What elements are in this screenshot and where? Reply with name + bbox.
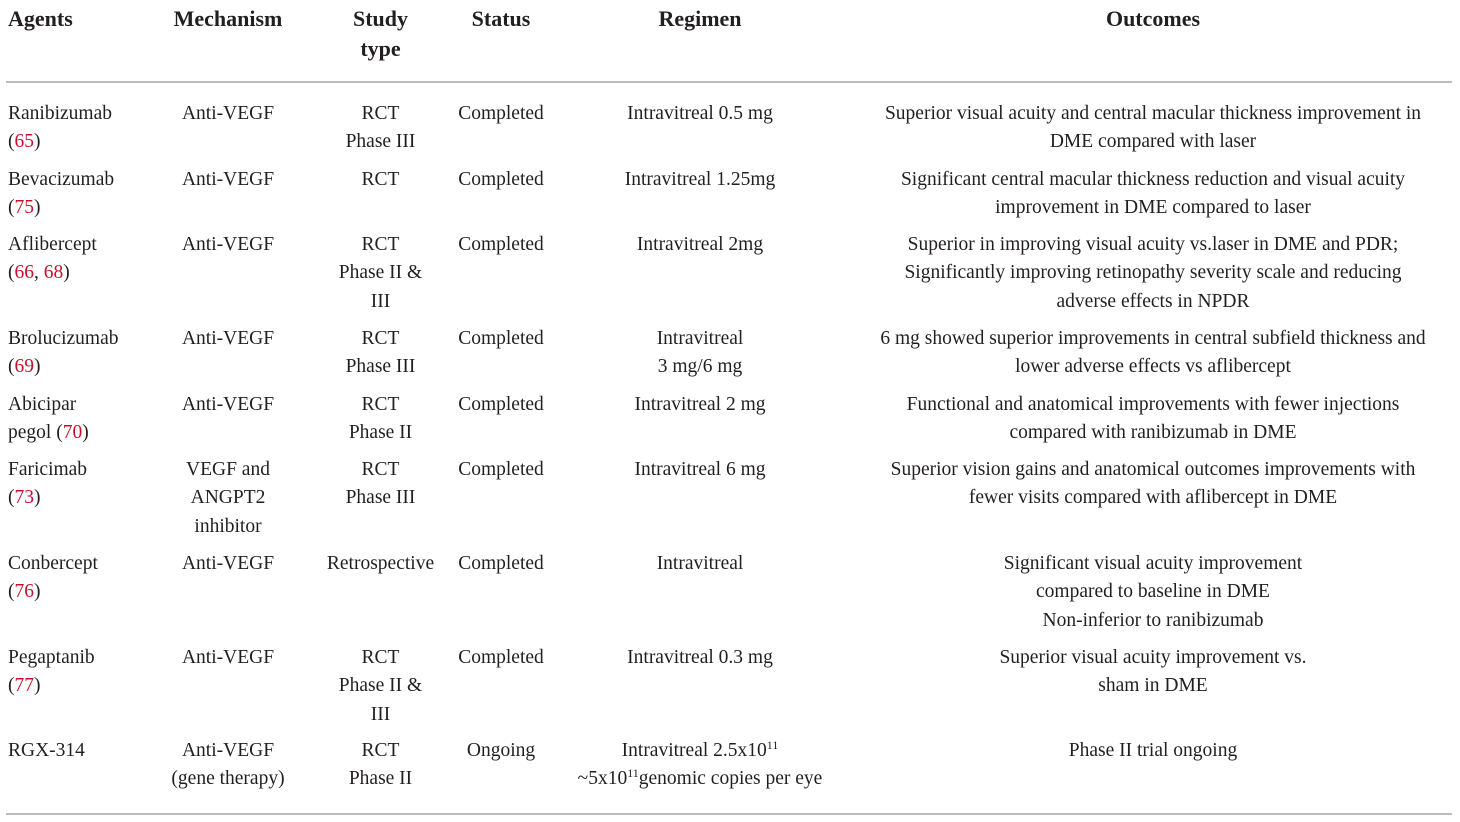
reference-link[interactable]: 69 <box>14 356 34 378</box>
header-study-type-line1: Study <box>352 6 409 31</box>
cell-mechanism: Anti-VEGF <box>181 394 275 415</box>
table-row <box>0 737 1460 797</box>
table-row <box>0 325 1460 385</box>
cell-agent: Bevacizumab (75) <box>8 169 115 219</box>
reference-link[interactable]: 77 <box>14 675 34 697</box>
table-row <box>0 166 1460 226</box>
cell-status: Ongoing <box>466 740 536 761</box>
cell-agent: Abicipar pegol (70) <box>8 394 89 444</box>
cell-outcomes: Superior in improving visual acuity vs.laser in DME and PDR; Significantly improving retinopathy severity scale and reducing adverse effects in NPDR <box>904 234 1402 312</box>
header-study-type <box>318 4 443 63</box>
table-row <box>0 644 1460 734</box>
cell-regimen: Intravitreal 2 mg <box>634 394 766 415</box>
cell-mechanism: Anti-VEGF <box>181 103 275 124</box>
cell-status: Completed <box>458 459 544 480</box>
header-mechanism: Mechanism <box>173 6 283 31</box>
reference-link[interactable]: 70 <box>62 422 83 444</box>
cell-regimen: Intravitreal 0.5 mg <box>627 103 773 124</box>
cell-study-type: RCT Phase II <box>348 740 413 790</box>
reference-link[interactable]: 65 <box>14 131 34 153</box>
header-rule <box>6 81 1452 83</box>
cell-study-type: RCT Phase III <box>345 103 416 153</box>
header-study-type-line2: type <box>360 35 401 61</box>
cell-mechanism: VEGF and ANGPT2 inhibitor <box>186 459 270 537</box>
header-agents: Agents <box>8 6 73 31</box>
cell-status: Completed <box>458 647 544 668</box>
cell-outcomes: Superior visual acuity improvement vs. sham in DME <box>999 647 1307 697</box>
cell-outcomes: Superior visual acuity and central macular thickness improvement in DME compared with laser <box>884 103 1422 153</box>
cell-study-type: RCT Phase II & III <box>338 234 423 312</box>
cell-study-type: RCT Phase III <box>345 328 416 378</box>
cell-study-type: RCT Phase III <box>345 459 416 509</box>
cell-mechanism: Anti-VEGF <box>181 169 275 190</box>
cell-agent: Pegaptanib (77) <box>8 647 95 697</box>
cell-regimen: Intravitreal 6 mg <box>634 459 766 480</box>
cell-agent: Brolucizumab (69) <box>8 328 119 378</box>
cell-status: Completed <box>458 328 544 349</box>
cell-outcomes: Significant central macular thickness reduction and visual acuity improvement in DME compared to laser <box>900 169 1406 219</box>
cell-status: Completed <box>458 234 544 255</box>
reference-link[interactable]: 75 <box>14 197 34 219</box>
cell-outcomes: 6 mg showed superior improvements in central subfield thickness and lower adverse effects vs aflibercept <box>880 328 1426 378</box>
cell-regimen: Intravitreal <box>656 553 744 574</box>
cell-regimen: Intravitreal 1.25mg <box>624 169 776 190</box>
table-row <box>0 550 1460 640</box>
table-header <box>0 0 1460 82</box>
cell-agent: Aflibercept (66, 68) <box>8 234 97 284</box>
table-row <box>0 456 1460 546</box>
cell-study-type: Retrospective <box>326 553 435 574</box>
header-outcomes: Outcomes <box>1105 6 1201 31</box>
cell-study-type: RCT Phase II <box>348 394 413 444</box>
cell-status: Completed <box>458 169 544 190</box>
cell-regimen: Intravitreal 3 mg/6 mg <box>656 328 744 378</box>
cell-agent: Conbercept (76) <box>8 553 98 603</box>
cell-agent: Ranibizumab (65) <box>8 103 112 153</box>
cell-mechanism: Anti-VEGF <box>181 647 275 668</box>
cell-regimen: Intravitreal 0.3 mg <box>627 647 773 668</box>
cell-outcomes: Functional and anatomical improvements with fewer injections compared with ranibizumab in DME <box>906 394 1400 444</box>
bottom-rule <box>6 813 1452 815</box>
cell-mechanism: Anti-VEGF <box>181 234 275 255</box>
cell-status: Completed <box>458 394 544 415</box>
cell-study-type: RCT Phase II & III <box>338 647 423 725</box>
cell-regimen: Intravitreal 2mg <box>636 234 764 255</box>
table-row <box>0 391 1460 451</box>
cell-mechanism: Anti-VEGF <box>181 328 275 349</box>
header-regimen: Regimen <box>658 6 742 31</box>
cell-status: Completed <box>458 103 544 124</box>
reference-link[interactable]: 76 <box>14 581 34 603</box>
reference-link[interactable]: 73 <box>14 487 34 509</box>
cell-status: Completed <box>458 553 544 574</box>
cell-mechanism: Anti-VEGF <box>181 553 275 574</box>
cell-outcomes: Phase II trial ongoing <box>1068 740 1238 761</box>
cell-mechanism: Anti-VEGF (gene therapy) <box>171 740 285 790</box>
cell-outcomes: Significant visual acuity improvement compared to baseline in DME Non-inferior to ranibizumab <box>1003 553 1303 631</box>
header-status: Status <box>471 6 531 31</box>
cell-regimen: Intravitreal $2.5x10^{11}$ $\sim 5x10^{11}genomic$ copies per eye <box>577 738 823 790</box>
cell-agent: RGX-314 <box>8 740 85 761</box>
cell-outcomes: Superior vision gains and anatomical outcomes improvements with fewer visits compared with aflibercept in DME <box>890 459 1416 509</box>
reference-link[interactable]: 68 <box>43 262 64 284</box>
table-row <box>0 231 1460 321</box>
cell-agent: Faricimab (73) <box>8 459 88 509</box>
reference-link[interactable]: 66 <box>14 262 34 284</box>
table-row <box>0 100 1460 160</box>
cell-study-type: RCT <box>361 169 400 190</box>
